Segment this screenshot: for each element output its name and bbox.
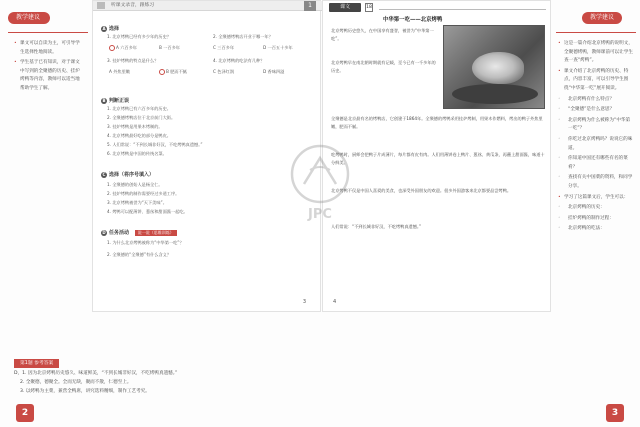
answer-tag: 第1题 参考答案 <box>14 359 59 368</box>
right-note-2: • 课文介绍了北京烤鸭的历史、特点，内容丰富，可以引导学生围绕“中华第一吃”展开阅读。 <box>558 68 634 94</box>
select-1: 1. 全聚德的创始人是杨全仁。 <box>107 182 163 187</box>
judge-6: 6. 北京烤鸭是中国的传统名菜。 <box>107 151 167 156</box>
right-question-3: ◦ 北京烤鸭为什么被称为“中华第一吃”？ <box>558 117 634 134</box>
lesson-badge: 课文 <box>329 3 361 12</box>
choose-q3: 3. 挂炉烤鸭的特点是什么？ <box>107 58 159 63</box>
left-note-1: • 课文可以自读为主，可引导学生选择性地阅读。 <box>14 40 84 57</box>
header-rule <box>379 9 546 10</box>
answer-line-1: D，1. 因为北京烤鸭历史悠久、味道鲜美，“不到长城非好汉，不吃烤鸭真遗憾。” <box>14 371 178 376</box>
left-notes-list <box>14 40 84 96</box>
option-d: D 一百五十多年 <box>263 45 293 50</box>
exercise-header <box>93 1 322 11</box>
right-notes-rule <box>556 32 636 33</box>
paragraph-5: 北京烤鸭不仅是中国人喜爱的美食，也深受外国朋友的欢迎。很多外国游客来北京都要品尝烤鸭。 <box>331 188 512 193</box>
right-corner-page-number: 3 <box>606 404 624 422</box>
right-question-4: ◦ 你吃过北京烤鸭吗？说说它的味道。 <box>558 136 634 153</box>
section-choose: A 选择 <box>102 25 120 32</box>
option-c2: C 色泽红润 <box>213 69 235 74</box>
left-notes-tag: 教学建议 <box>8 12 50 24</box>
paragraph-6: 人们常说：“不到长城非好汉，不吃烤鸭真遗憾。” <box>331 224 422 229</box>
paragraph-1: 北京烤鸭历史悠久，在中国享有盛誉，被誉为“中华第一吃”。 <box>331 28 434 41</box>
left-page-number: 3 <box>302 299 306 305</box>
right-question-5: ◦ 你知道中国还有哪些有名的菜肴？ <box>558 155 634 172</box>
option-b: B 一百多年 <box>159 45 180 50</box>
right-question-6: ◦ 查找有关中国菜的资料，和同学分享。 <box>558 174 634 191</box>
option-d2: D 香味四溢 <box>263 69 285 74</box>
reading-title: 中华第一吃——北京烤鸭 <box>383 17 443 23</box>
judge-3: 3. 挂炉烤鸭是用果木烤制的。 <box>107 124 163 129</box>
option-a: A 六百多年 <box>109 45 137 51</box>
option-b2: B 肥而不腻 <box>159 69 187 75</box>
select-3: 3. 北京烤鸭被誉为“天下美味”。 <box>107 200 167 205</box>
select-2: 2. 挂炉烤鸭的制作需要经过多道工序。 <box>107 191 180 196</box>
right-teaching-notes <box>552 0 640 355</box>
watermark-text: JPC <box>308 207 332 222</box>
section-judge: B 判断正误 <box>102 97 130 104</box>
right-notes-list <box>558 40 634 236</box>
choose-q1: 1. 北京烤鸭已经有多少年的历史？ <box>107 34 171 39</box>
left-note-2: • 学生基于已有知识，对于课文中写到的全聚德的历史、挂炉烤鸭等内容，教师可以适当地帮助学生了解。 <box>14 59 84 93</box>
section-select: C 选择（将序号填入） <box>102 171 155 178</box>
task-question-1: 1. 为什么北京烤鸭被称为“中华第一吃”？ <box>107 240 184 245</box>
paragraph-3: 全聚德是北京最有名的烤鸭店，它创建于1864年。全聚德的烤鸭采用挂炉烤制，用果木作燃料，烤出的鸭子外焦里嫩，肥而不腻。 <box>331 116 543 129</box>
right-note-1: • 这是一篇介绍北京烤鸭的说明文，全聚德烤鸭，教师课前可以让学生查一查“烤鸭”。 <box>558 40 634 66</box>
paragraph-2: 北京烤鸭早在南北朝时期就有记载，至今已有一千多年的历史。 <box>331 60 436 73</box>
exercise-header-title: 听课文录音，跟练习 <box>111 3 155 8</box>
option-c: C 三百多年 <box>213 45 235 50</box>
judge-4: 4. 北京烤鸭最好吃的部分是鸭皮。 <box>107 133 171 138</box>
right-question-2: ◦ “全聚德”是什么意思？ <box>558 106 634 115</box>
roast-duck-photo <box>443 25 545 109</box>
answer-key <box>0 355 640 427</box>
right-question-1: ◦ 北京烤鸭有什么特点？ <box>558 96 634 105</box>
left-notes-rule <box>8 32 88 33</box>
jpc-watermark-icon <box>282 140 358 224</box>
header-tab-marker <box>97 2 105 9</box>
right-extra-4: ◦ 北京烤鸭的吃法： <box>558 225 634 234</box>
judge-5: 5. 人们常说：“不到长城非好汉，不吃烤鸭真遗憾。” <box>107 142 203 147</box>
left-corner-page-number: 2 <box>16 404 34 422</box>
judge-1: 1. 北京烤鸭已有六百多年的历史。 <box>107 106 171 111</box>
choose-q2: 2. 全聚德烤鸭店开业于哪一年？ <box>213 34 273 39</box>
right-page-number: 4 <box>333 299 337 305</box>
select-4: 4. 烤鸭可以配薄饼、葱丝和甜面酱一起吃。 <box>107 209 188 214</box>
section-task: D 任务活动 说一说（思维训练） <box>101 229 177 236</box>
right-extra-3: ◦ 挂炉烤鸭的制作过程： <box>558 215 634 224</box>
answer-line-2: 2. 全聚德，德聚全。全而无缺，聚而不散，仁德至上。 <box>20 380 132 385</box>
header-page-box: 1 <box>304 1 316 11</box>
right-extra-2: ◦ 北京烤鸭的历史： <box>558 204 634 213</box>
reading-header <box>323 1 552 13</box>
option-a2: A 外焦里嫩 <box>109 69 130 74</box>
judge-2: 2. 全聚德烤鸭店位于北京前门大街。 <box>107 115 176 120</box>
right-extra-1: • 学习了这篇课文后，学生可以： <box>558 194 634 203</box>
left-teaching-notes <box>0 0 92 355</box>
photo-plate <box>452 84 538 104</box>
paragraph-4: 吃烤鸭时，厨师会把鸭子片成薄片，每片都有皮有肉。人们用薄饼卷上鸭片、葱丝、黄瓜条，再蘸上甜面酱，味道十分鲜美。 <box>331 152 545 165</box>
answer-line-3: 3. 以烤鸭为主菜，兼营全鸭席，讲究选料精细，制作工艺考究。 <box>20 389 150 394</box>
lesson-number-box: 18 <box>366 5 372 10</box>
task-badge: 说一说（思维训练） <box>135 230 177 236</box>
task-question-2: 2. 全聚德的“全聚德”有什么含义？ <box>107 252 172 257</box>
right-notes-tag: 教学建议 <box>582 12 622 24</box>
photo-duck <box>472 52 524 84</box>
choose-q4: 4. 北京烤鸭的吃法有几种？ <box>213 58 265 63</box>
